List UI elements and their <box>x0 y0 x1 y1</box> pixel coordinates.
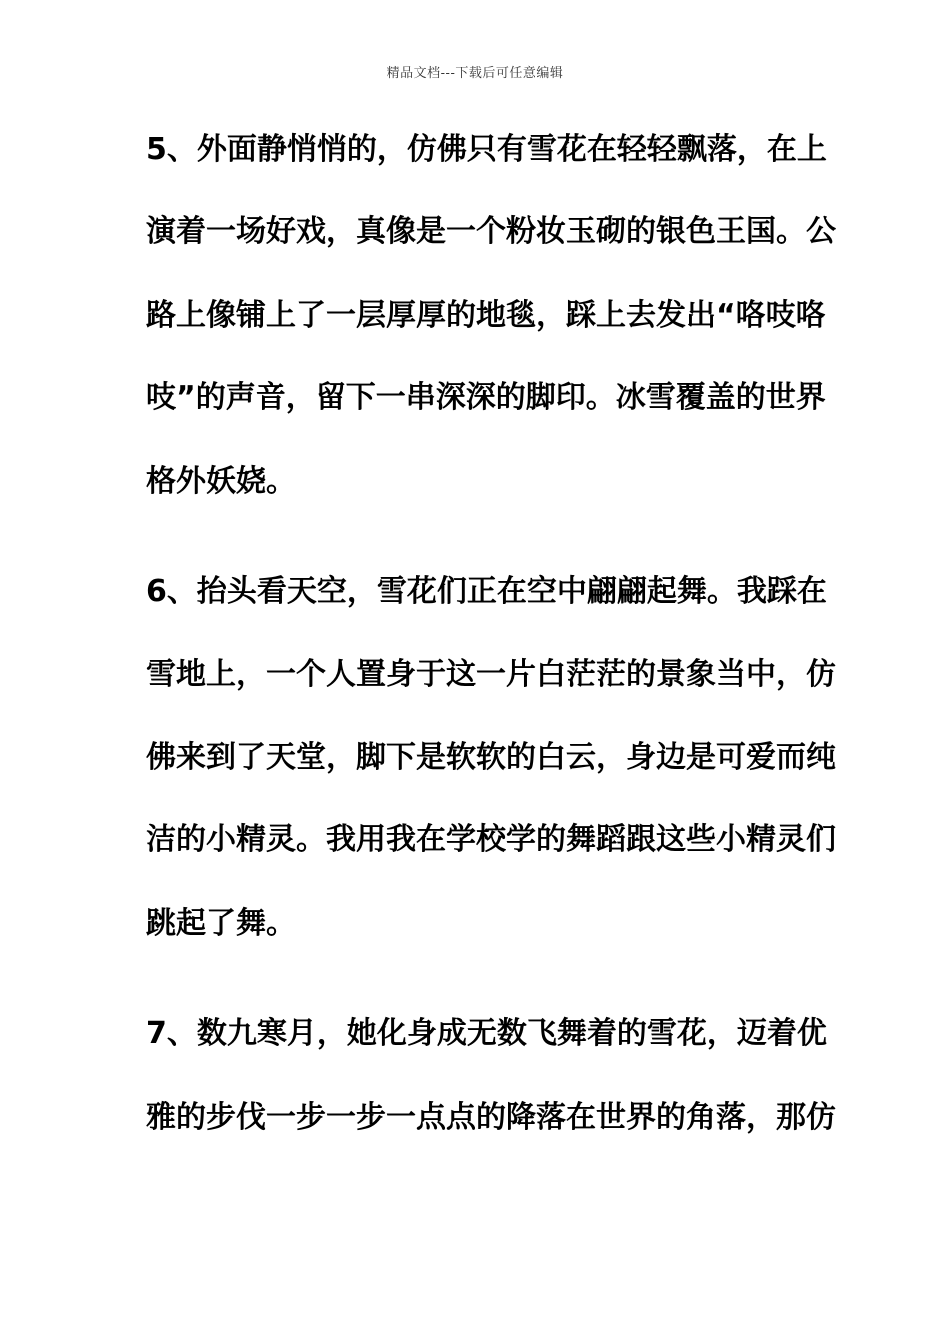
text-line: 7、数九寒月，她化身成无数飞舞着的雪花，迈着优 <box>146 1016 827 1051</box>
text-line: 跳起了舞。 <box>146 906 296 941</box>
text-line: 5、外面静悄悄的，仿佛只有雪花在轻轻飘落，在上 <box>146 132 827 167</box>
text-line: 格外妖娆。 <box>146 464 296 499</box>
text-line: 洁的小精灵。我用我在学校学的舞蹈跟这些小精灵们 <box>146 822 836 857</box>
text-line: 佛来到了天堂，脚下是软软的白云，身边是可爱而纯 <box>146 740 836 775</box>
text-line: 雪地上，一个人置身于这一片白茫茫的景象当中，仿 <box>146 657 836 692</box>
text-line: 吱”的声音，留下一串深深的脚印。冰雪覆盖的世界 <box>146 380 826 415</box>
text-line: 雅的步伐一步一步一点点的降落在世界的角落，那仿 <box>146 1100 836 1135</box>
text-line: 路上像铺上了一层厚厚的地毯，踩上去发出“咯吱咯 <box>146 298 826 333</box>
page-header: 精品文档---下载后可任意编辑 <box>386 66 564 81</box>
text-line: 演着一场好戏，真像是一个粉妆玉砌的银色王国。公 <box>146 214 836 249</box>
text-line: 6、抬头看天空，雪花们正在空中翩翩起舞。我踩在 <box>146 574 827 609</box>
